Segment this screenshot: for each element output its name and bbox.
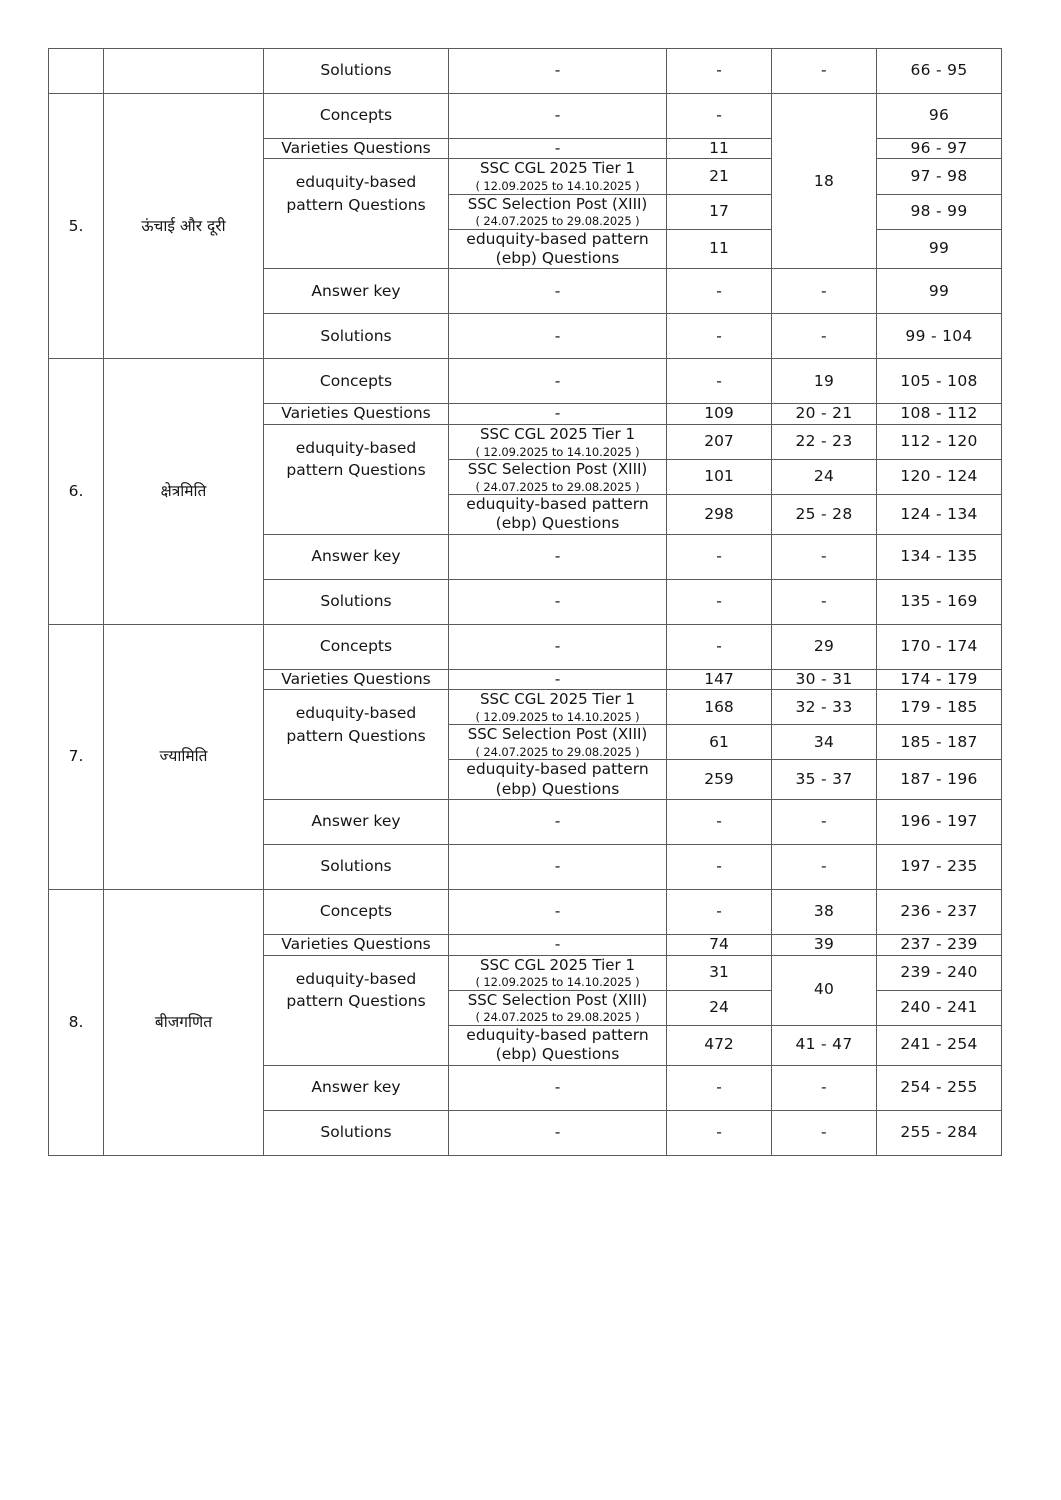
cell-source-dash: -: [449, 49, 667, 94]
cell-topic-continuation: [104, 49, 264, 94]
cell-pages: 187 - 196: [877, 760, 1002, 800]
ebp-label-line2: pattern Questions: [286, 195, 426, 214]
cell-video: 24: [772, 459, 877, 494]
cell-qty: -: [667, 534, 772, 579]
cell-type-answer-key: Answer key: [264, 534, 449, 579]
cell-source-dash: -: [449, 669, 667, 689]
cell-type-ebp-label: [264, 159, 449, 269]
cell-video: -: [772, 269, 877, 314]
cell-qty: 74: [667, 935, 772, 955]
cell-source-dash: -: [449, 1110, 667, 1155]
source-title: SSC Selection Post (XIII): [467, 990, 648, 1009]
cell-qty: 17: [667, 194, 772, 229]
ebp-source-line2: (ebp) Questions: [495, 1045, 620, 1064]
cell-source-dash: -: [449, 800, 667, 845]
table-row: [49, 359, 1002, 404]
cell-sno-8: 8.: [49, 890, 104, 1155]
source-dates: ( 24.07.2025 to 29.08.2025 ): [475, 1010, 640, 1025]
cell-pages: 239 - 240: [877, 955, 1002, 990]
cell-pages: 174 - 179: [877, 669, 1002, 689]
cell-pages: 135 - 169: [877, 579, 1002, 624]
cell-pages: 254 - 255: [877, 1065, 1002, 1110]
table-row: [49, 890, 1002, 935]
cell-video: -: [772, 1110, 877, 1155]
source-dates: ( 24.07.2025 to 29.08.2025 ): [475, 479, 640, 494]
cell-source-ebp: [449, 1025, 667, 1065]
table-row: [49, 49, 1002, 94]
cell-pages: 196 - 197: [877, 800, 1002, 845]
cell-type-varieties: Varieties Questions: [264, 669, 449, 689]
ebp-label-line1: eduquity-based: [295, 969, 417, 988]
table-row: [49, 624, 1002, 669]
cell-topic-8: बीजगणित: [104, 890, 264, 1155]
source-title: SSC CGL 2025 Tier 1: [479, 955, 636, 974]
source-dates: ( 12.09.2025 to 14.10.2025 ): [475, 975, 640, 990]
cell-qty: 259: [667, 760, 772, 800]
cell-source-dash: -: [449, 1065, 667, 1110]
cell-source-ebp: [449, 495, 667, 535]
cell-pages: 99: [877, 269, 1002, 314]
ebp-source-line1: eduquity-based pattern: [466, 495, 649, 513]
cell-pages: 255 - 284: [877, 1110, 1002, 1155]
cell-type-ebp-label: [264, 690, 449, 800]
cell-qty: -: [667, 845, 772, 890]
cell-source-dash: -: [449, 845, 667, 890]
cell-type-concepts: Concepts: [264, 359, 449, 404]
cell-pages: 108 - 112: [877, 404, 1002, 424]
cell-pages: 99 - 104: [877, 314, 1002, 359]
cell-video: -: [772, 800, 877, 845]
cell-source-ssc-selection-post: [449, 990, 667, 1025]
cell-type-varieties: Varieties Questions: [264, 935, 449, 955]
cell-pages: 170 - 174: [877, 624, 1002, 669]
ebp-source-line2: (ebp) Questions: [495, 779, 620, 798]
cell-pages: 185 - 187: [877, 725, 1002, 760]
cell-topic-7: ज्यामिति: [104, 624, 264, 889]
cell-type-ebp-label: [264, 424, 449, 534]
source-dates: ( 24.07.2025 to 29.08.2025 ): [475, 745, 640, 759]
cell-qty: 24: [667, 990, 772, 1025]
cell-source-ssc-cgl: [449, 424, 667, 459]
source-dates: ( 24.07.2025 to 29.08.2025 ): [475, 214, 640, 229]
cell-qty: 472: [667, 1025, 772, 1065]
cell-sno-continuation: [49, 49, 104, 94]
cell-video: -: [772, 314, 877, 359]
cell-source-ssc-selection-post: [449, 194, 667, 229]
cell-qty: 61: [667, 725, 772, 760]
cell-source-dash: -: [449, 139, 667, 159]
cell-video: 30 - 31: [772, 669, 877, 689]
source-dates: ( 12.09.2025 to 14.10.2025 ): [475, 444, 640, 459]
cell-source-dash: -: [449, 935, 667, 955]
source-title: SSC CGL 2025 Tier 1: [479, 159, 636, 178]
cell-video: 35 - 37: [772, 760, 877, 800]
ebp-source-line1: eduquity-based pattern: [466, 229, 649, 248]
cell-qty: 101: [667, 459, 772, 494]
source-title: SSC Selection Post (XIII): [467, 194, 648, 213]
cell-pages: 120 - 124: [877, 459, 1002, 494]
cell-qty-dash: -: [667, 49, 772, 94]
cell-source-dash: -: [449, 359, 667, 404]
cell-pages: 98 - 99: [877, 194, 1002, 229]
cell-pages: 112 - 120: [877, 424, 1002, 459]
source-title: SSC Selection Post (XIII): [467, 459, 648, 478]
source-title: SSC CGL 2025 Tier 1: [479, 424, 636, 443]
cell-source-ssc-selection-post: [449, 725, 667, 760]
cell-video: 38: [772, 890, 877, 935]
cell-qty: -: [667, 94, 772, 139]
cell-video: 20 - 21: [772, 404, 877, 424]
ebp-source-line2: (ebp) Questions: [495, 249, 620, 267]
cell-video: 25 - 28: [772, 495, 877, 535]
cell-type-solutions: Solutions: [264, 579, 449, 624]
cell-pages: 99: [877, 229, 1002, 269]
cell-sno-7: 7.: [49, 624, 104, 889]
cell-qty: 21: [667, 159, 772, 194]
cell-qty: -: [667, 890, 772, 935]
cell-source-ssc-cgl: [449, 159, 667, 194]
cell-source-dash: -: [449, 94, 667, 139]
cell-source-ebp: [449, 229, 667, 269]
ebp-label-line2: pattern Questions: [286, 726, 426, 745]
cell-type-concepts: Concepts: [264, 94, 449, 139]
cell-source-ssc-cgl: [449, 955, 667, 990]
cell-video: -: [772, 1065, 877, 1110]
cell-qty: 109: [667, 404, 772, 424]
cell-sno-5: 5.: [49, 94, 104, 359]
cell-source-ssc-cgl: [449, 690, 667, 725]
ebp-source-line2: (ebp) Questions: [495, 514, 620, 533]
cell-pages: 66 - 95: [877, 49, 1002, 94]
cell-qty: -: [667, 359, 772, 404]
cell-video: 34: [772, 725, 877, 760]
cell-pages: 105 - 108: [877, 359, 1002, 404]
cell-qty: 147: [667, 669, 772, 689]
cell-type-varieties: Varieties Questions: [264, 404, 449, 424]
cell-qty: -: [667, 800, 772, 845]
cell-type-concepts: Concepts: [264, 624, 449, 669]
cell-qty: 207: [667, 424, 772, 459]
cell-source-dash: -: [449, 624, 667, 669]
cell-video: 19: [772, 359, 877, 404]
cell-pages: 241 - 254: [877, 1025, 1002, 1065]
cell-video: 29: [772, 624, 877, 669]
cell-type-solutions: Solutions: [264, 845, 449, 890]
cell-pages: 237 - 239: [877, 935, 1002, 955]
cell-source-dash: -: [449, 314, 667, 359]
cell-type-solutions: Solutions: [264, 314, 449, 359]
cell-qty: -: [667, 269, 772, 314]
cell-type-answer-key: Answer key: [264, 1065, 449, 1110]
cell-qty: 168: [667, 690, 772, 725]
source-title: SSC CGL 2025 Tier 1: [479, 690, 636, 709]
cell-source-dash: -: [449, 534, 667, 579]
cell-qty: 31: [667, 955, 772, 990]
cell-video: 22 - 23: [772, 424, 877, 459]
cell-pages: 240 - 241: [877, 990, 1002, 1025]
source-title: SSC Selection Post (XIII): [467, 725, 648, 744]
cell-source-ebp: [449, 760, 667, 800]
ebp-source-line1: eduquity-based pattern: [466, 1025, 649, 1044]
source-dates: ( 12.09.2025 to 14.10.2025 ): [475, 179, 640, 194]
cell-pages: 179 - 185: [877, 690, 1002, 725]
cell-pages: 197 - 235: [877, 845, 1002, 890]
cell-video: 39: [772, 935, 877, 955]
cell-source-ssc-selection-post: [449, 459, 667, 494]
cell-topic-5: ऊंचाई और दूरी: [104, 94, 264, 359]
source-dates: ( 12.09.2025 to 14.10.2025 ): [475, 709, 640, 724]
cell-qty: -: [667, 1065, 772, 1110]
table-row: [49, 94, 1002, 139]
cell-pages: 134 - 135: [877, 534, 1002, 579]
cell-qty: 298: [667, 495, 772, 535]
cell-video: 32 - 33: [772, 690, 877, 725]
cell-type-solutions: Solutions: [264, 1110, 449, 1155]
cell-type-concepts: Concepts: [264, 890, 449, 935]
ebp-label-line1: eduquity-based: [295, 438, 417, 457]
cell-qty: -: [667, 579, 772, 624]
cell-qty: -: [667, 1110, 772, 1155]
ebp-label-line1: eduquity-based: [295, 704, 417, 723]
ebp-label-line1: eduquity-based: [295, 173, 417, 192]
cell-type-answer-key: Answer key: [264, 269, 449, 314]
cell-video: -: [772, 579, 877, 624]
ebp-label-line2: pattern Questions: [286, 461, 426, 480]
cell-sno-6: 6.: [49, 359, 104, 624]
cell-qty: 11: [667, 139, 772, 159]
cell-video: -: [772, 534, 877, 579]
cell-video: -: [772, 845, 877, 890]
cell-type-answer-key: Answer key: [264, 800, 449, 845]
cell-qty: 11: [667, 229, 772, 269]
cell-qty: -: [667, 314, 772, 359]
cell-source-dash: -: [449, 269, 667, 314]
cell-source-dash: -: [449, 890, 667, 935]
book-index-table: [48, 48, 1002, 1156]
cell-type-solutions: Solutions: [264, 49, 449, 94]
cell-topic-6: क्षेत्रमिति: [104, 359, 264, 624]
cell-qty: -: [667, 624, 772, 669]
cell-pages: 96: [877, 94, 1002, 139]
cell-pages: 96 - 97: [877, 139, 1002, 159]
cell-video-merged-40: 40: [772, 955, 877, 1025]
cell-pages: 124 - 134: [877, 495, 1002, 535]
cell-video-merged-18: 18: [772, 94, 877, 269]
cell-source-dash: -: [449, 404, 667, 424]
cell-type-ebp-label: [264, 955, 449, 1065]
ebp-label-line2: pattern Questions: [286, 991, 426, 1010]
ebp-source-line1: eduquity-based pattern: [466, 760, 649, 779]
cell-type-varieties: Varieties Questions: [264, 139, 449, 159]
cell-source-dash: -: [449, 579, 667, 624]
cell-video-dash: -: [772, 49, 877, 94]
cell-pages: 97 - 98: [877, 159, 1002, 194]
cell-pages: 236 - 237: [877, 890, 1002, 935]
cell-video: 41 - 47: [772, 1025, 877, 1065]
